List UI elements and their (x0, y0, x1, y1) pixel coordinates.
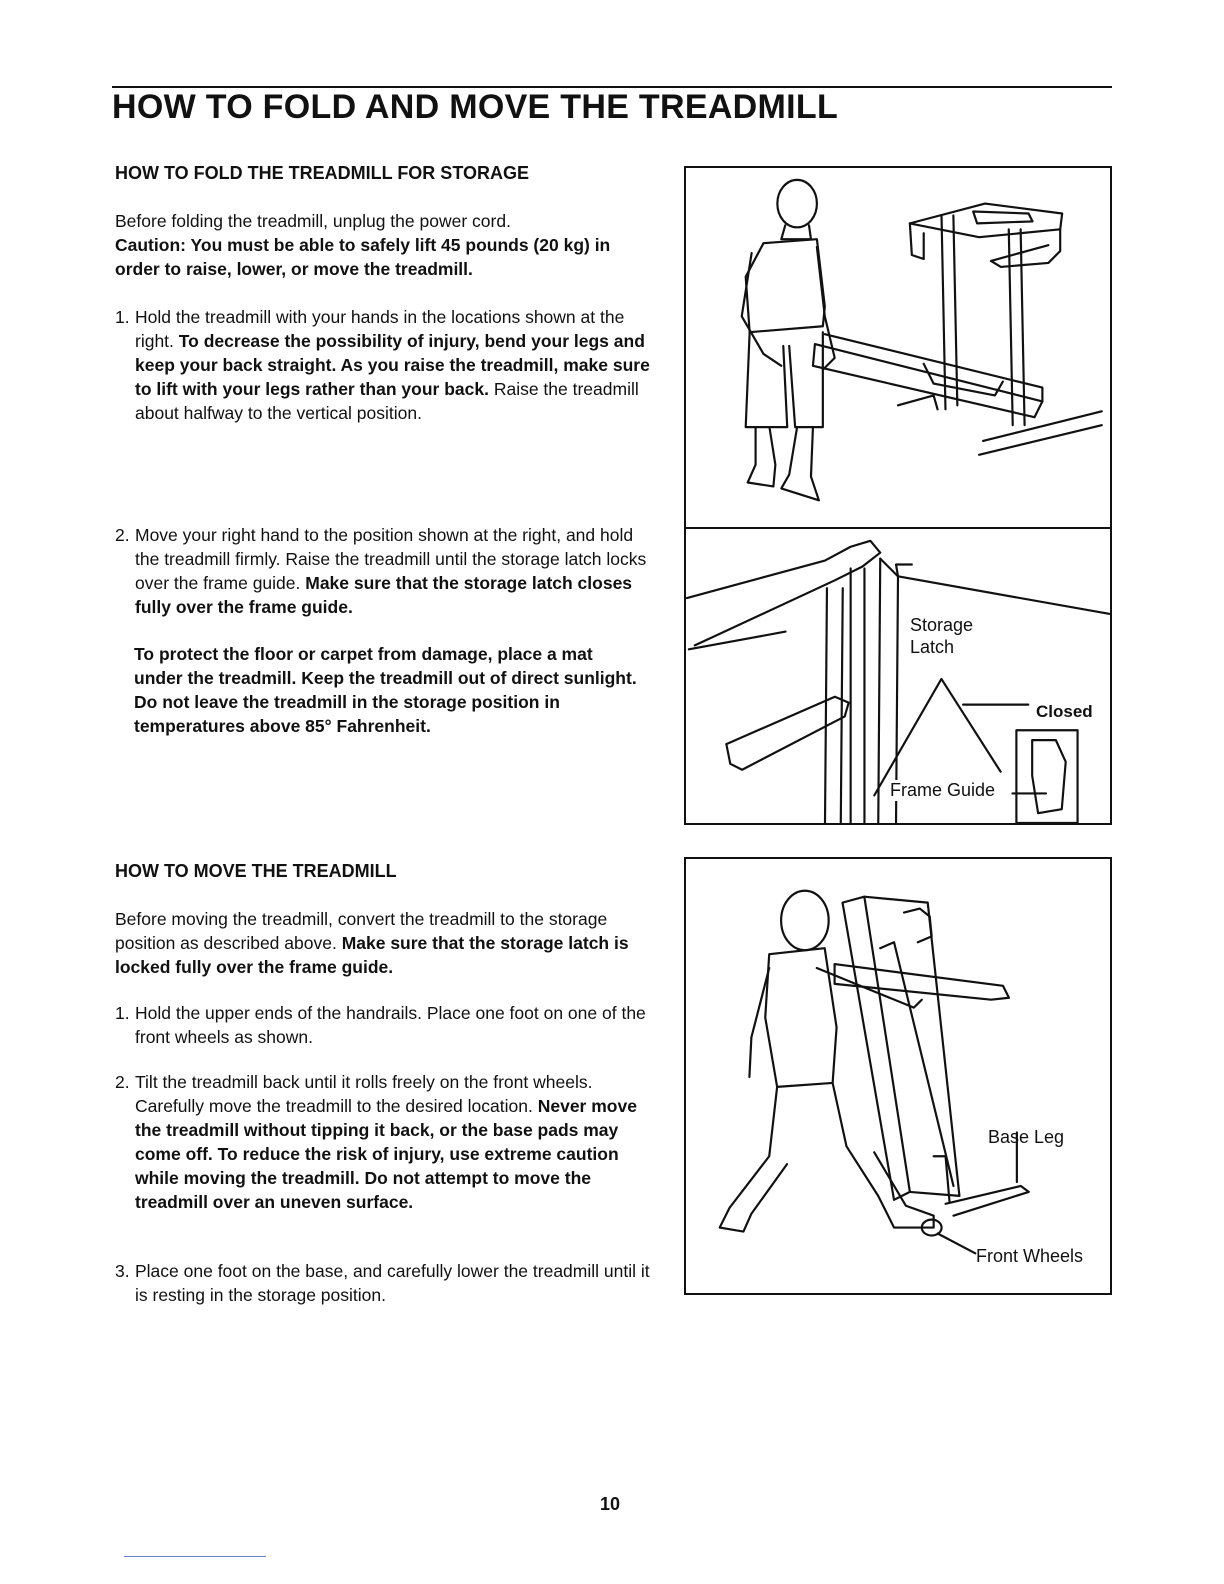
move-illustration (686, 859, 1110, 1293)
fold-intro-plain: Before folding the treadmill, unplug the power cord. (115, 211, 511, 231)
fold-step-2-warning: Make sure that the storage latch closes fully over the frame guide. (135, 573, 633, 617)
frame-guide-label: Frame Guide (890, 780, 996, 800)
move-intro-warning: Make sure that the storage latch is locked fully over the frame guide. (115, 933, 629, 977)
step-number: 2. (115, 1072, 130, 1092)
step-number: 1. (115, 1003, 130, 1023)
fold-step-2-text-a: Move your right hand to the position shown at the right, and hold the treadmill firmly. Raise the treadmill until the storage latch locks over the frame guide. (135, 525, 647, 593)
move-section-heading: HOW TO MOVE THE TREADMILL (115, 861, 397, 881)
fold-note: To protect the floor or carpet from damage, place a mat under the treadmill. Keep the treadmill out of direct sunlight. Do not leave the treadmill in the storage position in temperatures above 85° Fahrenheit. (134, 644, 637, 736)
move-step-3-text: Place one foot on the base, and carefully lower the treadmill until it is resting in the storage position. (135, 1261, 650, 1305)
fold-step-2 (115, 523, 650, 619)
step-number: 1. (115, 307, 130, 327)
move-intro (115, 907, 635, 979)
fold-section-heading: HOW TO FOLD THE TREADMILL FOR STORAGE (115, 163, 529, 183)
move-intro-plain: Before moving the treadmill, convert the treadmill to the storage position as described above. (115, 909, 608, 953)
fold-caution: Caution: You must be able to safely lift 45 pounds (20 kg) in order to raise, lower, or move the treadmill. (115, 235, 611, 279)
storage-latch-label: Storage Latch (910, 615, 974, 657)
fold-intro (115, 209, 635, 281)
page-number: 10 (600, 1494, 621, 1514)
move-step-3 (115, 1259, 650, 1307)
footer-rule (124, 1556, 266, 1557)
fold-step-1-text-c: Raise the treadmill about halfway to the vertical position. (135, 379, 639, 423)
move-step-2-warning: Never move the treadmill without tipping it back, or the base pads may come off. To reduce the risk of injury, use extreme caution while moving the treadmill. Do not attempt to move the treadmill over an uneven surface. (135, 1096, 637, 1212)
step-number: 3. (115, 1261, 130, 1281)
figure-lift-treadmill (684, 166, 1112, 529)
page-title: HOW TO FOLD AND MOVE THE TREADMILL (112, 88, 839, 126)
fold-step-1-text-a: Hold the treadmill with your hands in the locations shown at the right. (135, 307, 625, 351)
move-step-1-text: Hold the upper ends of the handrails. Place one foot on one of the front wheels as shown. (135, 1003, 646, 1047)
fold-step-1 (115, 305, 650, 425)
fold-step-1-warning: To decrease the possibility of injury, bend your legs and keep your back straight. As you raise the treadmill, make sure to lift with your legs rather than your back. (135, 331, 650, 399)
closed-label: Closed (1036, 702, 1093, 721)
figure-move-treadmill (684, 857, 1112, 1295)
step-number: 2. (115, 525, 130, 545)
front-wheels-label: Front Wheels (976, 1246, 1084, 1266)
move-step-1 (115, 1001, 650, 1049)
lift-illustration (686, 168, 1110, 527)
move-step-2 (115, 1070, 650, 1214)
base-leg-label: Base Leg (988, 1127, 1065, 1147)
move-step-2-text-a: Tilt the treadmill back until it rolls freely on the front wheels. Carefully move the treadmill to the desired location. (135, 1072, 593, 1116)
latch-illustration (686, 529, 1110, 823)
